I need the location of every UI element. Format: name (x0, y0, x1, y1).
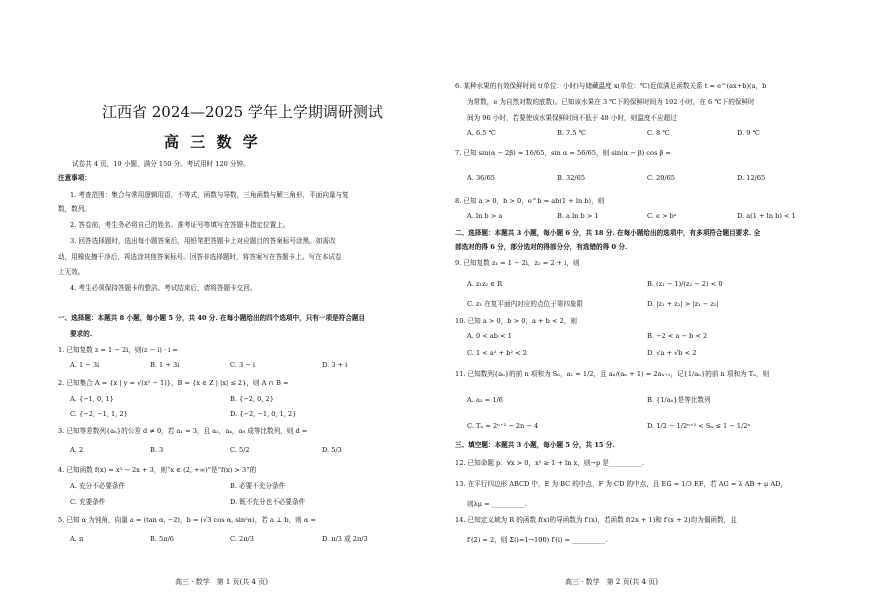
option: B. 32/65 (557, 174, 586, 182)
question-6: 6. 某种水果的有效保鲜时间 t(单位：小时)与储藏温度 x(单位：℃)近似满足函数关系 t = e^(ax+b)(a，b (455, 82, 767, 90)
option: A. π (70, 535, 84, 543)
question-14: 14. 已知定义域为 R 的函数 f(x)的导函数为 f′(x)，若函数 f(2x + 1)和 f′(x + 2)均为偶函数，且 (455, 516, 737, 524)
option: C. z₁ 在复平面内对应的点位于第四象限 (467, 300, 584, 308)
option: B. 1 + 3i (150, 361, 180, 369)
option: D. 12/65 (737, 174, 766, 182)
option: C. 1 < a² + b² < 2 (467, 349, 527, 357)
question-6-cont: 为常数，e 为自然对数的底数)。已知该水果在 3 ℃下的保鲜时间为 192 小时，在 6 ℃下的保鲜时 (467, 98, 755, 106)
question-14-cont: f′(2) = 2，则 Σ(i=1→100) f′(i) = __________. (467, 536, 608, 544)
section-2-heading-cont: 部选对的得 6 分，部分选对的得部分分，有选错的得 0 分. (455, 243, 628, 251)
option: B. 必要不充分条件 (230, 482, 286, 490)
question-5: 5. 已知 α 为钝角，向量 a = (tan α, −2)，b = (√3 cos α, sin²α)，若 a ⊥ b，则 α = (58, 516, 316, 524)
option: D. |z₁ + z₂| > |z₁ − z₂| (647, 300, 719, 308)
section-1-heading: 一、选择题：本题共 8 小题，每小题 5 分，共 40 分. 在每小题给出的四个选项中，只有一项是符合题目 (58, 314, 366, 322)
option: A. 1 − 3i (70, 361, 100, 369)
option: D. {−2, −1, 0, 1, 2} (230, 410, 297, 418)
notice-line: 上无效。 (58, 268, 85, 276)
option: A. 充分不必要条件 (70, 482, 126, 490)
option: D. a(1 + ln b) < 1 (737, 212, 796, 220)
option: A. 6.5 ℃ (467, 129, 496, 137)
option: A. {−1, 0, 1} (70, 395, 114, 403)
option: B. 3 (150, 446, 164, 454)
question-2: 2. 已知集合 A = {x | y = √(x² − 1)}，B = {x ∈ Z | |x| ≤ 2}，则 A ∩ B = (58, 379, 289, 387)
page-2 (435, 0, 870, 615)
option: C. e > bᵃ (647, 212, 677, 220)
option: A. 2 (70, 446, 84, 454)
option: B. 7.5 ℃ (557, 129, 586, 137)
option: D. 3 + i (322, 361, 348, 369)
option: A. ln b > a (467, 212, 503, 220)
section-3-heading: 三、填空题：本题共 3 小题，每小题 5 分，共 15 分. (455, 441, 615, 449)
notice-line: 4. 考生必须保持答题卡的整洁。考试结束后，请将答题卡交回。 (70, 284, 257, 292)
option: D. 5/3 (322, 446, 342, 454)
notice-heading: 注意事项： (58, 174, 91, 182)
section-2-heading: 二、选择题：本题共 3 小题，每小题 6 分，共 18 分. 在每小题给出的选项中，有多项符合题目要求. 全 (455, 229, 761, 237)
notice-line: 1. 考查范围：集合与常用逻辑用语，不等式，函数与导数，三角函数与解三角形，平面向量与复 (70, 191, 349, 199)
question-9: 9. 已知复数 z₁ = 1 − 2i，z₂ = 2 + i，则 (455, 259, 580, 267)
page-footer: 高三 · 数学 第 2 页(共 4 页) (565, 578, 658, 586)
section-1-heading-cont: 要求的. (70, 330, 93, 338)
notice-line: 动，用橡皮擦干净后，再选涂其他答案标号。回答非选择题时，将答案写在答题卡上。写在本试卷 (58, 253, 342, 261)
notice-line: 2. 答卷前，考生务必将自己的姓名、准考证号等填写在答题卡指定位置上。 (70, 221, 290, 229)
exam-title: 江西省 2024—2025 学年上学期调研测试 (102, 103, 383, 121)
question-1: 1. 已知复数 z = 1 − 2i，则(z − i) · i = (58, 346, 178, 354)
option: B. −2 < a − b < 2 (647, 332, 708, 340)
option: D. 既不充分也不必要条件 (230, 498, 306, 506)
option: B. 5π/6 (150, 535, 174, 543)
option: B. {1/aₙ}是等比数列 (647, 396, 711, 404)
option: C. 20/65 (647, 174, 676, 182)
page-footer: 高三 · 数学 第 1 页(共 4 页) (175, 578, 268, 586)
exam-intro: 试卷共 4 页，19 小题，满分 150 分。考试用时 120 分钟。 (72, 160, 250, 168)
notice-line: 数，数列。 (58, 205, 91, 213)
option: D. 9 ℃ (737, 129, 760, 137)
option: C. 8 ℃ (647, 129, 670, 137)
exam-subtitle: 高 三 数 学 (164, 133, 261, 151)
question-7: 7. 已知 sin(α − 2β) = 16/65，sin α = 56/65，则 sin(α − β) cos β = (455, 149, 671, 157)
option: A. a₃ = 1/6 (467, 396, 503, 404)
option: C. {−2, −1, 1, 2} (70, 410, 128, 418)
question-8: 8. 已知 a > 0，b > 0，e^b = ab(1 + ln b)，则 (455, 197, 605, 205)
question-6-cont: 间为 96 小时，若要使该水果保鲜时间不低于 48 小时，则温度不应超过 (467, 114, 677, 122)
question-4: 4. 已知函数 f(x) = x³ − 2x + 3，则“x ∈ (2, +∞)”是“f(x) > 3”的 (58, 466, 257, 474)
option: C. Tₙ = 2ⁿ⁺² − 2n − 4 (467, 422, 539, 430)
question-13-cont: 则λμ = __________. (467, 500, 527, 508)
question-13: 13. 在平行四边形 ABCD 中，E 为 BC 的中点，F 为 CD 的中点，且 EG = 1/3 EF，若 AG = λ AB + μ AD， (455, 480, 788, 488)
option: B. a ln b > 1 (557, 212, 599, 220)
question-3: 3. 已知等差数列{aₙ}的公差 d ≠ 0，若 a₁ = 3，且 a₂，a₄，a₈ 成等比数列，则 d = (58, 427, 308, 435)
question-12: 12. 已知命题 p：∀x > 0，x² ≥ 1 + ln x，则¬p 是__________. (455, 459, 644, 467)
option: A. z₁z₂ ∈ R (467, 280, 503, 288)
option: D. √a + √b < 2 (647, 349, 697, 357)
option: B. {−2, 0, 2} (230, 395, 274, 403)
option: C. 3 − i (230, 361, 256, 369)
question-10: 10. 已知 a > 0，b > 0，a + b < 2，则 (455, 317, 577, 325)
option: C. 充要条件 (70, 498, 106, 506)
notice-line: 3. 回答选择题时，选出每小题答案后，用铅笔把答题卡上对应题目的答案标号涂黑。如需改 (70, 237, 336, 245)
option: D. 1/2 − 1/2ⁿ⁺² < Sₙ ≤ 1 − 1/2ⁿ (647, 422, 751, 430)
option: A. 0 < ab < 1 (467, 332, 512, 340)
option: C. 5/2 (230, 446, 250, 454)
option: C. 2π/3 (230, 535, 254, 543)
option: D. π/3 或 2π/3 (322, 535, 368, 543)
option: A. 36/65 (467, 174, 495, 182)
question-11: 11. 已知数列{aₙ}的前 n 项和为 Sₙ，a₁ = 1/2，且 aₙ/(aₙ + 1) = 2aₙ₊₁，记{1/aₙ}的前 n 项和为 Tₙ，则 (455, 370, 770, 378)
option: B. (z₁ − 1)/(z₂ − 2) < 0 (647, 280, 723, 288)
